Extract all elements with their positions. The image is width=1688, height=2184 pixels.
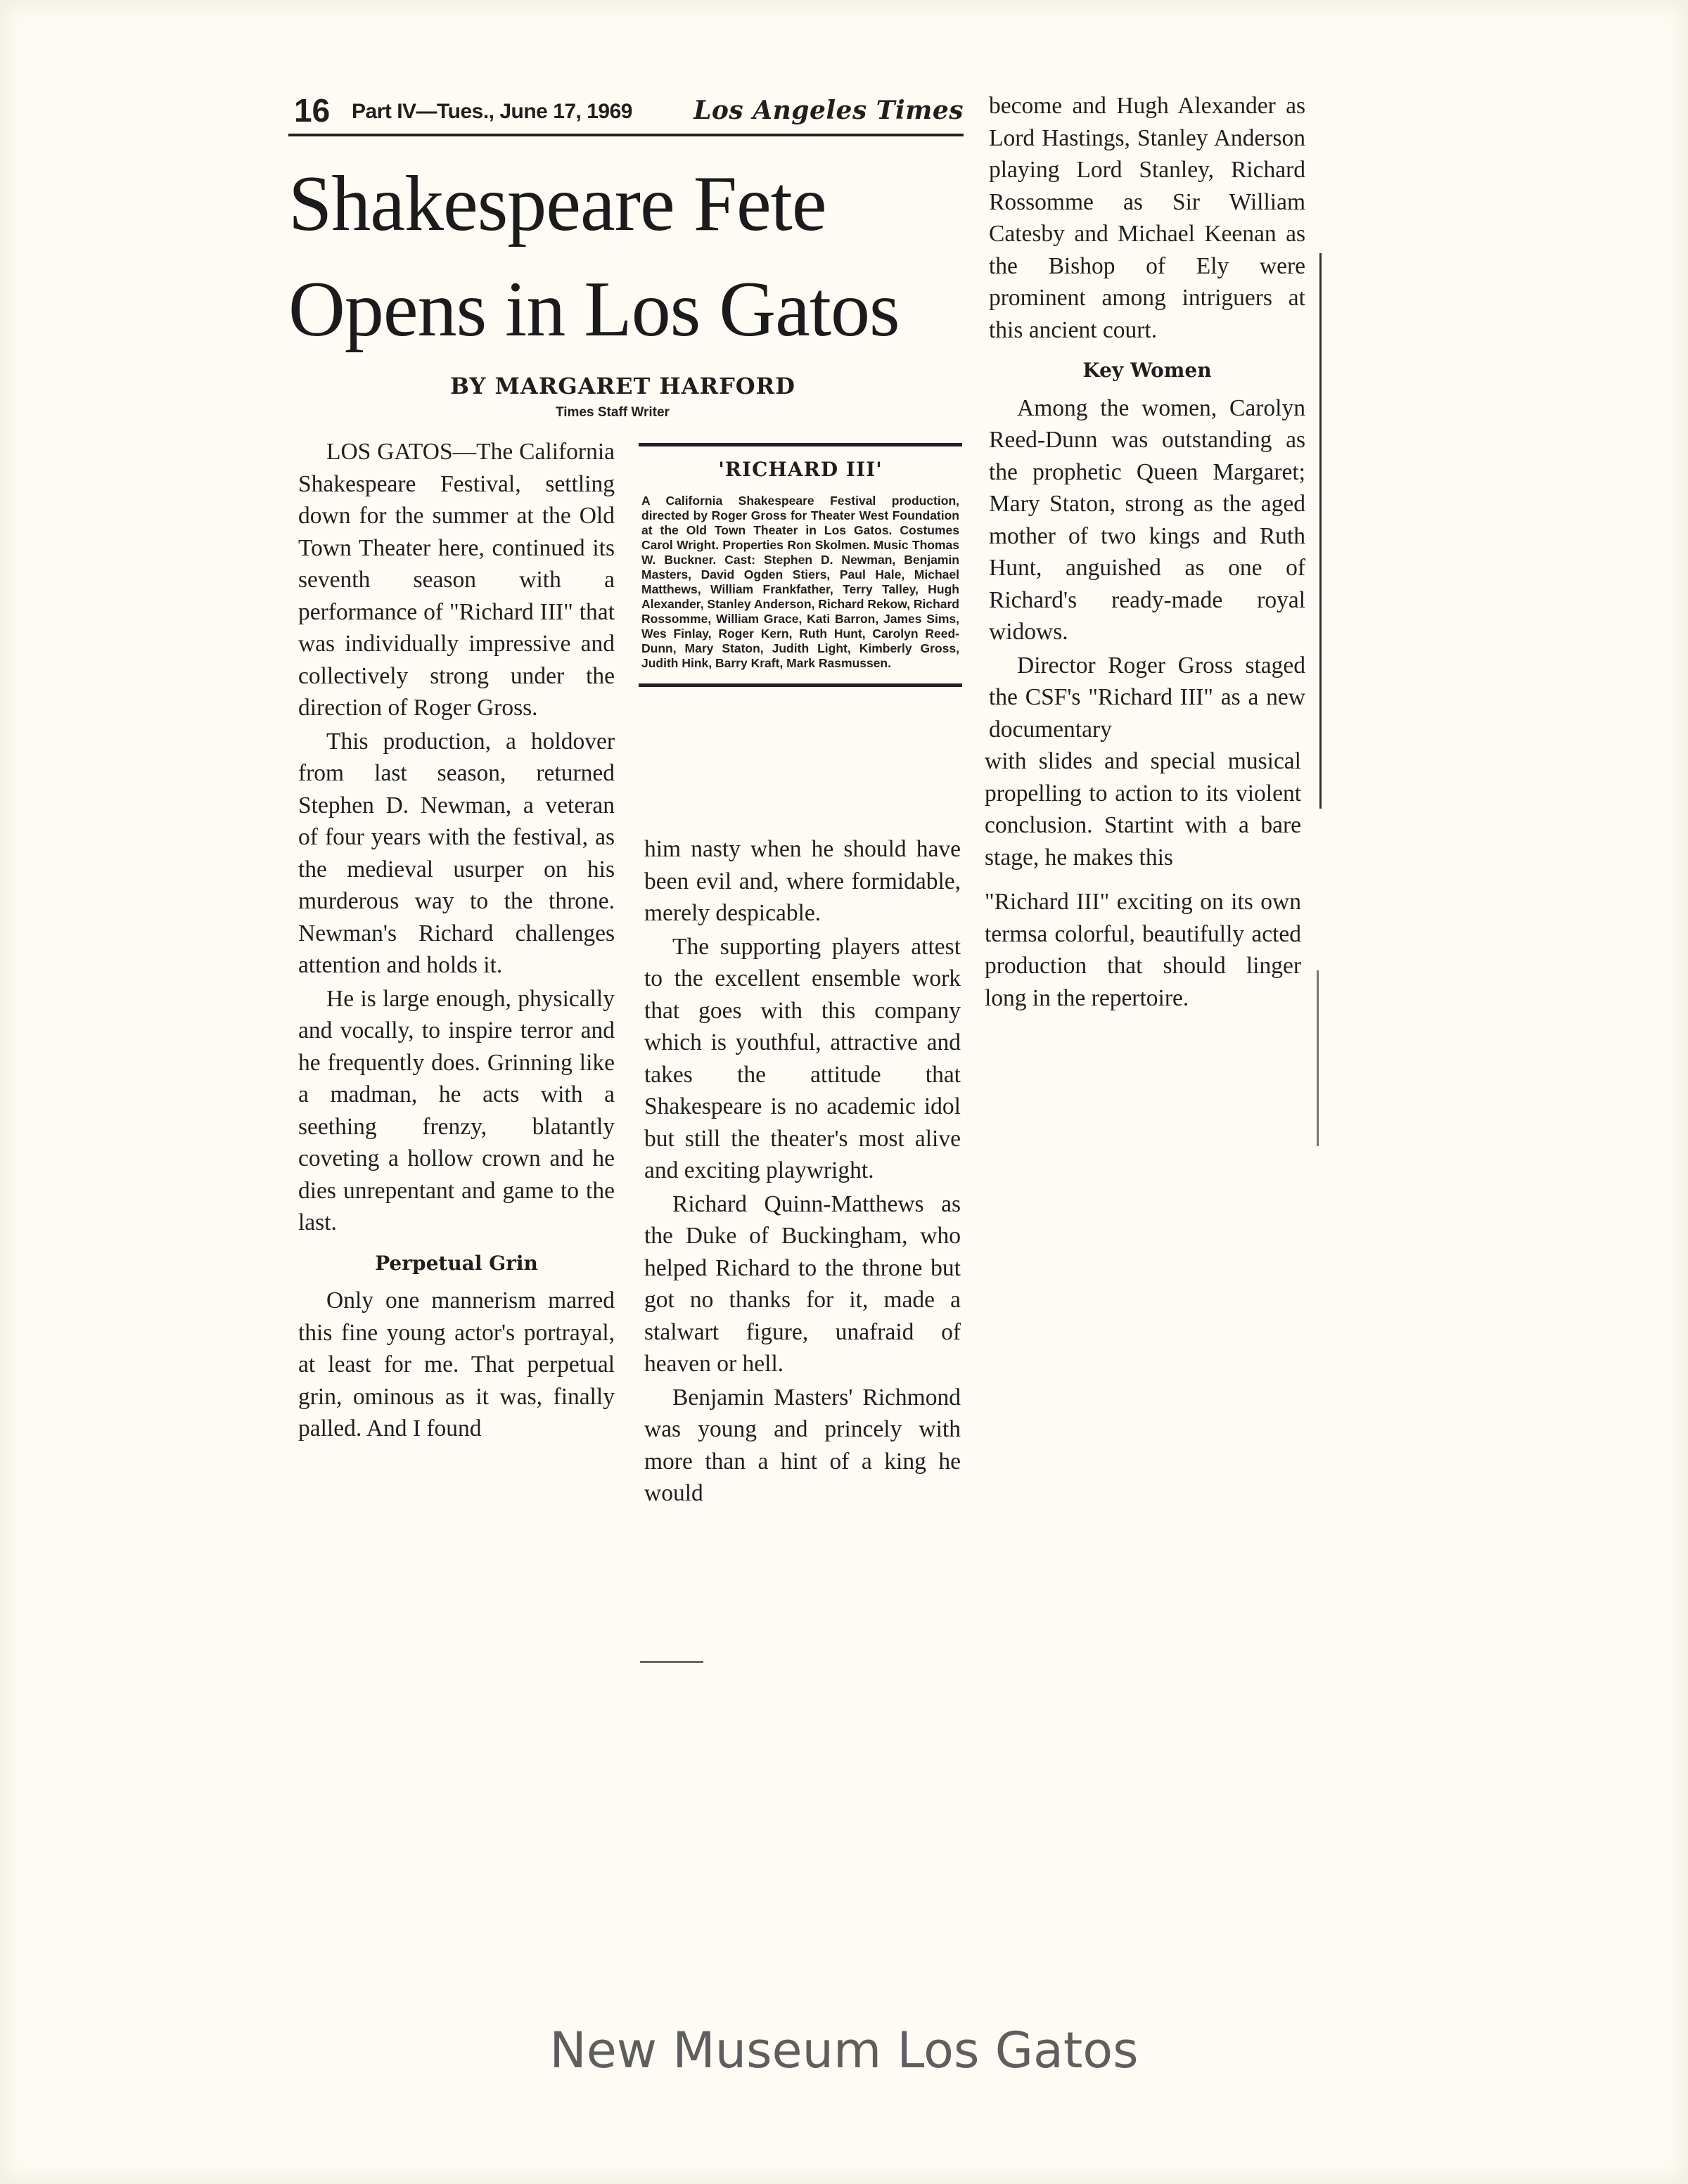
newspaper-clipping bbox=[288, 77, 1315, 1666]
subhead-perpetual-grin: Perpetual Grin bbox=[375, 1251, 538, 1275]
article-column-3 bbox=[989, 90, 1305, 745]
page-number: 16 bbox=[294, 92, 331, 129]
paste-edge-mark bbox=[1317, 970, 1319, 1146]
paragraph: The supporting players attest to the excellent ensemble work that goes with this company which is youthful, attractive and takes the attitude that Shakespeare is no academic idol but still the theater's most alive and exciting playwright. bbox=[644, 933, 961, 1183]
page-header bbox=[288, 91, 964, 136]
watermark: New Museum Los Gatos bbox=[549, 2022, 1139, 2079]
paragraph: Richard Quinn-Matthews as the Duke of Buckingham, who helped Richard to the throne but got no thanks for it, made a stalwart figure, unafraid of heaven or hell. bbox=[644, 1190, 961, 1377]
paragraph: "Richard III" exciting on its own termsa colorful, beautifully acted production that should linger long in the repertoire. bbox=[985, 889, 1301, 1011]
byline-author: BY MARGARET HARFORD bbox=[450, 373, 795, 399]
article-column-1 bbox=[298, 436, 615, 1445]
dateline: Part IV—Tues., June 17, 1969 bbox=[352, 100, 632, 123]
paragraph: LOS GATOS—The California Shakespeare Festival, settling down for the summer at the Old Town Theater here, continued its seventh season with a performance of "Richard III" that was individually impressive and collectively strong under the direction of Roger Gross. bbox=[298, 439, 615, 721]
headline bbox=[288, 151, 964, 362]
paragraph: with slides and special musical propelling to action to its violent conclusion. Startint with a bare stage, he makes this bbox=[985, 748, 1301, 871]
paragraph: Only one mannerism marred this fine young actor's portrayal, at least for me. That perpetual grin, ominous as it was, finally palled. And I found bbox=[298, 1287, 615, 1441]
headline-line-1: Shakespeare Fete bbox=[288, 160, 826, 248]
cast-box-title: 'RICHARD III' bbox=[718, 458, 883, 481]
paragraph: Director Roger Gross staged the CSF's "Richard III" as a new documentary bbox=[989, 652, 1305, 743]
byline-role: Times Staff Writer bbox=[556, 405, 670, 420]
subhead-key-women: Key Women bbox=[1082, 359, 1212, 382]
column-end-rule bbox=[640, 1661, 703, 1663]
article-column-2 bbox=[644, 833, 961, 1510]
article-column-3-continued bbox=[985, 745, 1301, 1014]
paragraph: He is large enough, physically and vocally, to inspire terror and he frequently does. Grinning like a madman, he acts with a seething frenzy, blatantly coveting a hollow crown and he dies unrepentant and game to the last. bbox=[298, 985, 615, 1235]
paragraph: become and Hugh Alexander as Lord Hastings, Stanley Anderson playing Lord Stanley, Richard Rossomme as Sir William Catesby and Michael Keenan as the Bishop of Ely were prominent among intriguers at this ancient court. bbox=[989, 93, 1305, 343]
masthead: Los Angeles Times bbox=[693, 96, 964, 125]
paragraph: Benjamin Masters' Richmond was young and princely with more than a hint of a king he would bbox=[644, 1384, 961, 1506]
cast-box-text: A California Shakespeare Festival production, directed by Roger Gross for Theater West Foundation at the Old Town Theater in Los Gatos. Costumes Carol Wright. Properties Ron Skolmen. Music Thomas W. Buckner. Cast: Stephen D. Newman, Benjamin Masters, David Ogden Stiers, Paul Hale, Michael Matthews, William Frankfather, Terry Talley, Hugh Alexander, Stanley Anderson, Richard Rekow, Richard Rossomme, William Grace, Kati Barron, James Sims, Wes Finlay, Roger Kern, Ruth Hunt, Carolyn Reed-Dunn, Mary Staton, Judith Light, Kimberly Gross, Judith Hink, Barry Kraft, Mark Rasmussen. bbox=[641, 494, 959, 670]
paragraph: him nasty when he should have been evil and, where formidable, merely despicable. bbox=[644, 836, 961, 926]
headline-line-2: Opens in Los Gatos bbox=[288, 266, 900, 353]
cast-info-box bbox=[639, 443, 962, 687]
paragraph: Among the women, Carolyn Reed-Dunn was outstanding as the prophetic Queen Margaret; Mary Staton, strong as the aged mother of two kings and Ruth Hunt, anguished as one of Richard's ready-made royal widows. bbox=[989, 394, 1305, 645]
paste-edge-mark bbox=[1319, 253, 1322, 809]
paragraph: This production, a holdover from last season, returned Stephen D. Newman, a veteran of four years with the festival, as the medieval usurper on his murderous way to the throne. Newman's Richard challenges attention and holds it. bbox=[298, 728, 615, 978]
